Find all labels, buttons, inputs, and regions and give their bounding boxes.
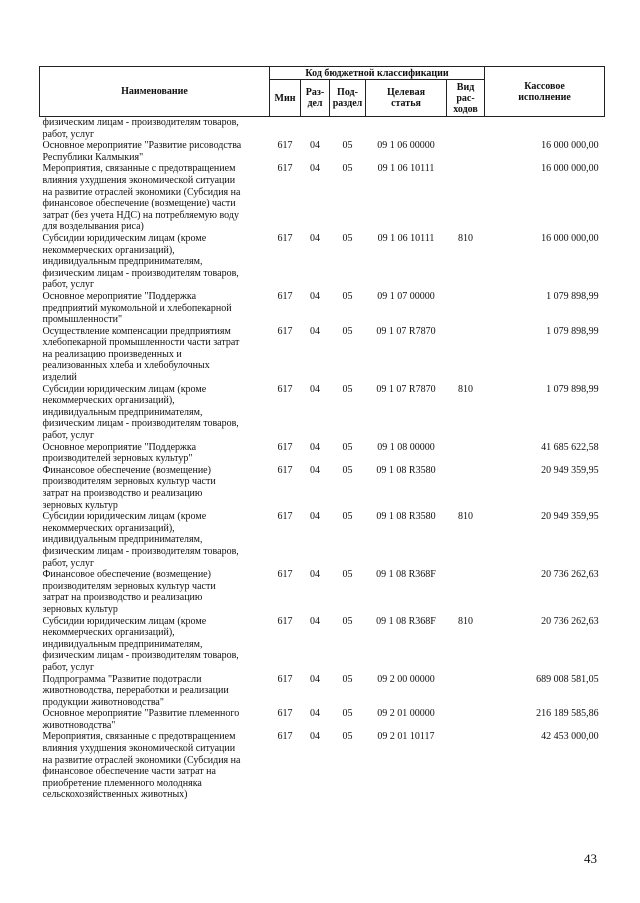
row-subsection: 05 [342, 569, 353, 581]
table-row [40, 465, 605, 511]
row-subsection: 05 [342, 708, 353, 720]
page-number: 43 [584, 851, 597, 866]
header-budget-code: Код бюджетной классификации [270, 67, 485, 80]
row-subsection: 05 [342, 464, 353, 476]
row-subsection: 05 [342, 325, 353, 337]
row-expense-type [447, 163, 485, 233]
row-name: Основное мероприятие "Развитие рисоводства Республики Калмыкия" [42, 140, 242, 163]
row-expense-type: 810 [458, 383, 474, 395]
row-name: Мероприятия, связанные с предотвращением влияния ухудшения экономической ситуации на развитие отраслей экономики (Субсидия на финансовое обеспечение (возмещение) части затрат (без учета НДС) на потребляемую воду для возделывания риса) [42, 163, 241, 233]
table-row [40, 708, 605, 731]
row-min: 617 [277, 673, 293, 685]
row-name: Осуществление компенсации предприятиям хлебопекарной промышленности части затрат на реализацию произведенных и реализованных хлеба и хлебобулочных изделий [42, 325, 240, 384]
row-target-article: 09 1 07 R7870 [376, 325, 436, 337]
row-min: 617 [277, 731, 293, 743]
row-min: 617 [277, 232, 293, 244]
row-min: 617 [277, 569, 293, 581]
row-execution: 20 736 262,63 [541, 615, 599, 627]
row-target-article: 09 2 01 00000 [377, 708, 435, 720]
row-expense-type [447, 291, 485, 326]
row-name: Основное мероприятие "Развитие племенного животноводства" [42, 708, 240, 731]
header-section: Раз- дел [301, 80, 330, 117]
row-execution: 20 949 359,95 [541, 464, 599, 476]
table-row [40, 140, 605, 163]
row-name: Субсидии юридическим лицам (кроме некоммерческих организаций), индивидуальным предпринимателям, физическим лицам - производителям товаров, работ, услуг [42, 232, 239, 291]
row-min: 617 [277, 140, 293, 152]
row-min: 617 [277, 708, 293, 720]
continuation-row [40, 117, 605, 141]
header-expense-type: Вид рас- ходов [447, 80, 485, 117]
row-execution: 20 736 262,63 [541, 569, 599, 581]
row-name: Субсидии юридическим лицам (кроме некоммерческих организаций), индивидуальным предпринимателям, физическим лицам - производителям товаров, работ, услуг [42, 511, 239, 569]
row-name: Основное мероприятие "Поддержка производителей зерновых культур" [42, 441, 197, 465]
row-subsection: 05 [342, 383, 353, 395]
row-target-article: 09 1 08 R3580 [376, 511, 436, 523]
row-target-article: 09 1 07 R7870 [376, 383, 436, 395]
row-subsection: 05 [342, 232, 353, 244]
row-execution: 689 008 581,05 [536, 673, 599, 685]
row-subsection: 05 [342, 140, 353, 152]
table-row [40, 569, 605, 615]
row-name: Мероприятия, связанные с предотвращением влияния ухудшения экономической ситуации на развитие отраслей экономики (Субсидия на финансовое обеспечение части затрат на приобретение племенного молодняка сельскохозяйственных животных) [42, 731, 241, 801]
row-section: 04 [310, 464, 320, 476]
row-expense-type [447, 326, 485, 384]
row-execution: 1 079 898,99 [546, 290, 599, 302]
row-name: Финансовое обеспечение (возмещение) производителям зерновых культур части затрат на производство и реализацию зерновых культур [42, 464, 216, 511]
row-expense-type: 810 [458, 232, 474, 244]
header-min: Мин [270, 80, 301, 117]
row-min: 617 [277, 163, 293, 175]
row-section: 04 [310, 511, 320, 523]
row-min: 617 [277, 325, 293, 337]
row-section: 04 [310, 673, 320, 685]
row-expense-type [447, 465, 485, 511]
row-execution: 16 000 000,00 [541, 140, 599, 152]
row-name: Субсидии юридическим лицам (кроме некоммерческих организаций), индивидуальным предпринимателям, физическим лицам - производителям товаров, работ, услуг [42, 615, 239, 673]
row-expense-type [447, 674, 485, 709]
row-subsection: 05 [342, 673, 353, 685]
table-row [40, 511, 605, 569]
row-execution: 16 000 000,00 [541, 163, 599, 175]
row-subsection: 05 [342, 511, 353, 523]
row-section: 04 [310, 232, 320, 244]
row-min: 617 [277, 511, 293, 523]
table-header [40, 67, 605, 117]
row-subsection: 05 [342, 615, 353, 627]
table-row [40, 442, 605, 465]
header-name: Наименование [40, 67, 270, 117]
row-target-article: 09 1 08 R368F [376, 615, 436, 627]
row-min: 617 [277, 464, 293, 476]
header-execution: Кассовое исполнение [485, 67, 605, 117]
row-section: 04 [310, 569, 320, 581]
row-section: 04 [310, 441, 320, 453]
table-row [40, 291, 605, 326]
row-expense-type: 810 [458, 511, 474, 523]
row-section: 04 [310, 325, 320, 337]
row-section: 04 [310, 290, 320, 302]
row-execution: 42 453 000,00 [541, 731, 599, 743]
row-target-article: 09 1 08 00000 [377, 441, 435, 453]
row-execution: 20 949 359,95 [541, 511, 599, 523]
row-execution: 16 000 000,00 [541, 232, 599, 244]
row-target-article: 09 1 06 10111 [377, 163, 435, 175]
row-expense-type [447, 442, 485, 465]
row-target-article: 09 1 06 00000 [377, 140, 435, 152]
row-subsection: 05 [342, 731, 353, 743]
row-name: Субсидии юридическим лицам (кроме некоммерческих организаций), индивидуальным предпринимателям, физическим лицам - производителям товаров, работ, услуг [42, 383, 239, 442]
row-section: 04 [310, 163, 320, 175]
budget-table [39, 66, 605, 801]
table-row [40, 731, 605, 801]
table-row [40, 616, 605, 674]
row-execution: 41 685 622,58 [541, 441, 599, 453]
row-section: 04 [310, 615, 320, 627]
row-min: 617 [277, 290, 293, 302]
row-target-article: 09 2 00 00000 [377, 673, 435, 685]
header-target-article: Целевая статья [366, 80, 447, 117]
row-execution: 1 079 898,99 [546, 325, 599, 337]
row-expense-type [447, 569, 485, 615]
row-target-article: 09 2 01 10117 [377, 731, 435, 743]
row-target-article: 09 1 07 00000 [377, 290, 435, 302]
row-min: 617 [277, 383, 293, 395]
table-body [40, 117, 605, 802]
row-execution: 1 079 898,99 [546, 383, 599, 395]
row-section: 04 [310, 383, 320, 395]
row-subsection: 05 [342, 163, 353, 175]
row-name: Основное мероприятие "Поддержка предприятий мукомольной и хлебопекарной промышленности" [42, 290, 232, 326]
row-subsection: 05 [342, 290, 353, 302]
row-expense-type [447, 140, 485, 163]
table-row [40, 674, 605, 709]
header-subsection: Под- раздел [330, 80, 366, 117]
row-name: Финансовое обеспечение (возмещение) производителям зерновых культур части затрат на производство и реализацию зерновых культур [42, 569, 216, 615]
table-row [40, 384, 605, 442]
row-name: Подпрограмма "Развитие подотрасли животноводства, переработки и реализации продукции животноводства" [42, 673, 229, 708]
table-row [40, 326, 605, 384]
row-section: 04 [310, 731, 320, 743]
row-section: 04 [310, 708, 320, 720]
row-expense-type: 810 [458, 615, 474, 627]
row-target-article: 09 1 08 R3580 [376, 464, 436, 476]
row-target-article: 09 1 06 10111 [377, 232, 435, 244]
row-min: 617 [277, 441, 293, 453]
table-row [40, 163, 605, 233]
row-expense-type [447, 708, 485, 731]
row-target-article: 09 1 08 R368F [376, 569, 436, 581]
table-row [40, 233, 605, 291]
row-subsection: 05 [342, 441, 353, 453]
row-execution: 216 189 585,86 [536, 708, 599, 720]
row-min: 617 [277, 615, 293, 627]
row-section: 04 [310, 140, 320, 152]
continuation-text: физическим лицам - производителям товаров, работ, услуг [42, 117, 239, 140]
row-expense-type [447, 731, 485, 801]
